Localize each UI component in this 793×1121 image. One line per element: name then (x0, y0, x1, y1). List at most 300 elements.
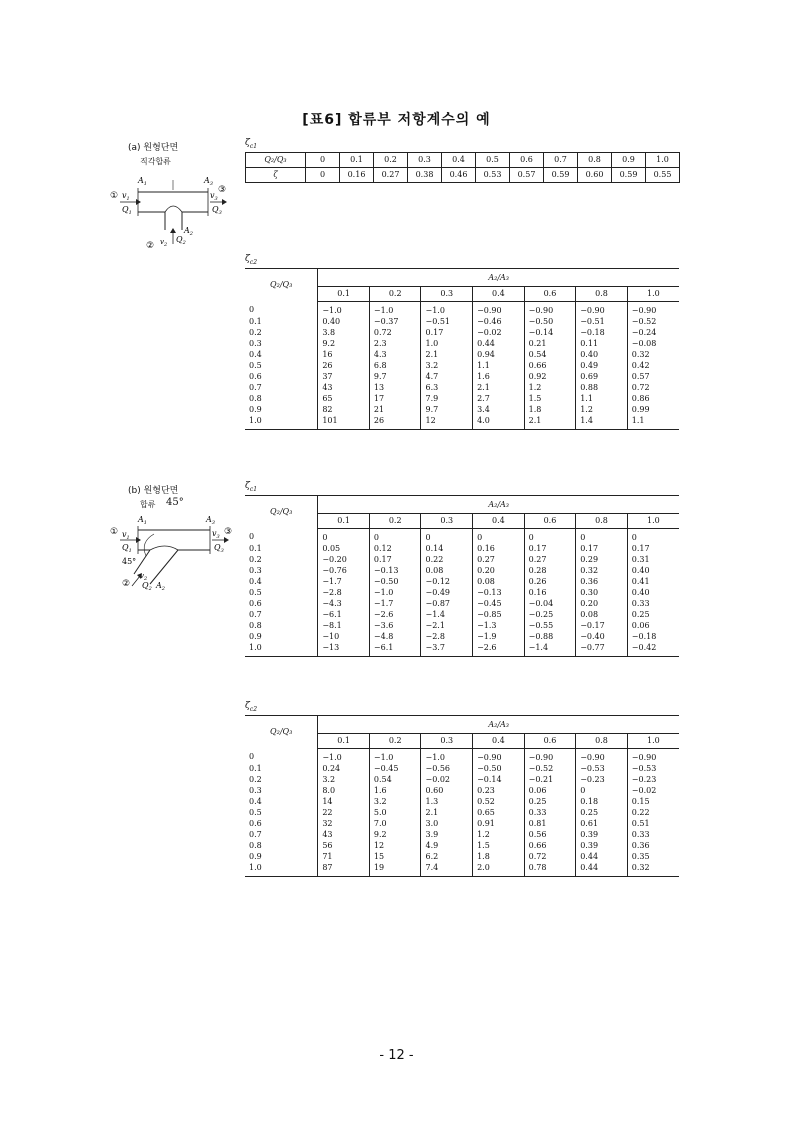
table-cell: −0.90 (524, 302, 576, 317)
row-header: 0.7 (245, 382, 318, 393)
table-cell: 0.32 (631, 862, 650, 872)
table-cell: −0.18 (576, 327, 628, 338)
table-cell: 3.9 (421, 829, 473, 840)
table-cell: 6.2 (421, 851, 473, 862)
table-cell: 0 (473, 529, 525, 544)
table-cell: 0.66 (524, 360, 576, 371)
table-cell: −10 (318, 631, 370, 642)
table-cell: 0.99 (631, 404, 650, 414)
table-cell: 1.6 (369, 785, 421, 796)
row-header: 0.3 (245, 785, 318, 796)
table-cell: 0.72 (631, 382, 650, 392)
table-cell: 0 (631, 532, 637, 542)
table-cell: −13 (318, 642, 370, 657)
table-cell: 3.4 (473, 404, 525, 415)
table-b-zeta-c1 (245, 495, 679, 657)
table-row (245, 302, 679, 317)
column-header: 0.6 (524, 514, 576, 529)
table-cell: 2.3 (369, 338, 421, 349)
table-cell: 0.39 (576, 840, 628, 851)
table-cell: −0.45 (473, 598, 525, 609)
table-cell: 0.88 (576, 382, 628, 393)
column-header: 0.4 (473, 514, 525, 529)
table-cell: 0.30 (576, 587, 628, 598)
label-v2: $v_2$ (160, 238, 168, 248)
table-row (245, 609, 679, 620)
table-cell: −0.24 (631, 327, 657, 337)
table-cell: 14 (318, 796, 370, 807)
table-cell: −0.25 (524, 609, 576, 620)
table-cell: 12 (369, 840, 421, 851)
table-cell: −0.52 (631, 316, 657, 326)
column-header: 1.0 (627, 514, 679, 529)
table-cell: 8.0 (318, 785, 370, 796)
table-cell: 2.1 (524, 415, 576, 430)
row-header: 0.6 (245, 371, 318, 382)
table-cell: 0 (524, 529, 576, 544)
table-cell: −2.8 (318, 587, 370, 598)
row-header: 0.4 (245, 349, 318, 360)
column-header: 0.2 (369, 734, 421, 749)
table-cell: −1.0 (369, 302, 421, 317)
table-cell: 13 (369, 382, 421, 393)
table-cell: 0.16 (340, 168, 374, 183)
table-row (245, 382, 679, 393)
table-row (245, 749, 679, 764)
table-cell: 0.6 (510, 153, 544, 168)
table-cell: 1.1 (473, 360, 525, 371)
table-cell: 0.25 (631, 609, 650, 619)
row-header: 0.6 (245, 818, 318, 829)
table-cell: −0.23 (631, 774, 657, 784)
table-cell: 16 (318, 349, 370, 360)
table-cell: −0.90 (631, 752, 657, 762)
row-header: 0.9 (245, 404, 318, 415)
table-cell: 0.32 (631, 349, 650, 359)
table-cell: 0.18 (576, 796, 628, 807)
table-cell: 0.12 (369, 543, 421, 554)
table-cell: 0.40 (576, 349, 628, 360)
table-row (245, 840, 679, 851)
table-cell: 0.72 (369, 327, 421, 338)
table-cell: 2.7 (473, 393, 525, 404)
table-cell: 0.8 (578, 153, 612, 168)
label-a1: $A_1$ (138, 515, 147, 526)
table-header-row (245, 269, 679, 287)
table-cell: −3.7 (421, 642, 473, 657)
table-cell: 3.0 (421, 818, 473, 829)
label-q1: $Q_1$ (122, 205, 132, 216)
table-cell: 0 (318, 529, 370, 544)
table-cell: −2.1 (421, 620, 473, 631)
table-cell: −0.04 (524, 598, 576, 609)
table-cell: 4.3 (369, 349, 421, 360)
table-cell: −0.90 (576, 749, 628, 764)
table-cell: 0 (306, 153, 340, 168)
table-cell: 9.2 (318, 338, 370, 349)
table-row (245, 529, 679, 544)
table-cell: 71 (318, 851, 370, 862)
table-cell: 0.17 (421, 327, 473, 338)
table-cell: 1.1 (631, 415, 645, 425)
table-cell: −0.17 (576, 620, 628, 631)
table-cell: 21 (369, 404, 421, 415)
table-cell: −4.3 (318, 598, 370, 609)
column-header: 0.6 (524, 734, 576, 749)
row-header: 0.9 (245, 851, 318, 862)
label-q1: $Q_1$ (122, 543, 132, 554)
table-cell: 37 (318, 371, 370, 382)
row-header: 1.0 (245, 862, 318, 877)
column-header: 0.4 (473, 734, 525, 749)
table-cell: 1.1 (576, 393, 628, 404)
table-row (245, 631, 679, 642)
table-row (245, 360, 679, 371)
section-a-label: (a) 원형단면 (128, 143, 179, 153)
table-row (245, 393, 679, 404)
table-cell: −0.77 (576, 642, 628, 657)
table-cell: −1.0 (318, 749, 370, 764)
table-cell: 0.36 (631, 840, 650, 850)
table-cell: 0.42 (631, 360, 650, 370)
table-cell: 0.86 (631, 393, 650, 403)
table-row (246, 168, 680, 183)
table-row (245, 642, 679, 657)
table-cell: 0.53 (476, 168, 510, 183)
label-v1: $v_1$ (122, 191, 130, 202)
table-cell: 0.17 (576, 543, 628, 554)
column-header: 0.1 (318, 514, 370, 529)
table-cell: 0 (369, 529, 421, 544)
table-cell: −0.14 (524, 327, 576, 338)
table-cell: 0.66 (524, 840, 576, 851)
table-cell: −0.50 (524, 316, 576, 327)
table-cell: 5.0 (369, 807, 421, 818)
table-cell: −0.40 (576, 631, 628, 642)
table-cell: −0.12 (421, 576, 473, 587)
table-cell: 0.52 (473, 796, 525, 807)
table-cell: −1.0 (369, 587, 421, 598)
table-cell: −4.8 (369, 631, 421, 642)
table-cell: 26 (318, 360, 370, 371)
table-cell: −0.90 (524, 749, 576, 764)
table-cell: 0.25 (524, 796, 576, 807)
table-row (245, 338, 679, 349)
table-cell: 2.1 (421, 349, 473, 360)
table-cell: 1.2 (576, 404, 628, 415)
zeta-c1-b-label: $\zeta_{c1}$ (245, 481, 258, 493)
table-cell: −0.13 (473, 587, 525, 598)
column-header: 0.3 (421, 734, 473, 749)
row-header: 0.2 (245, 554, 318, 565)
table-cell: −1.7 (318, 576, 370, 587)
label-a3: $A_3$ (204, 176, 213, 187)
wye-45-diagram (110, 512, 234, 592)
label-v2: $v_2$ (140, 572, 148, 582)
table-cell: 101 (318, 415, 370, 430)
table-cell: 0.9 (612, 153, 646, 168)
table-cell: 2.1 (421, 807, 473, 818)
row-header: 0.4 (245, 796, 318, 807)
table-cell: 32 (318, 818, 370, 829)
table-cell: 12 (421, 415, 473, 430)
table-cell: 9.7 (369, 371, 421, 382)
table-cell: 0.2 (374, 153, 408, 168)
table-cell: 7.4 (421, 862, 473, 877)
column-header: 0.8 (576, 287, 628, 302)
table-row (245, 807, 679, 818)
table-cell: 0 (421, 529, 473, 544)
table-cell: 0.94 (473, 349, 525, 360)
column-header: 0.1 (318, 734, 370, 749)
table-cell: 0.44 (576, 851, 628, 862)
label-v1: $v_1$ (122, 530, 130, 541)
column-header: 0.4 (473, 287, 525, 302)
table-row (245, 576, 679, 587)
table-cell: 9.2 (369, 829, 421, 840)
table-cell: −1.0 (369, 749, 421, 764)
table-cell: 0.06 (524, 785, 576, 796)
column-header: 1.0 (627, 734, 679, 749)
row-header: 0.5 (245, 587, 318, 598)
table-a1-header-q: Q₂/Q₃ (246, 153, 306, 168)
row-header: 0.2 (245, 327, 318, 338)
table-cell: 0.54 (524, 349, 576, 360)
row-header: 1.0 (245, 642, 318, 657)
table-cell: 0.16 (473, 543, 525, 554)
row-header: 0.5 (245, 360, 318, 371)
table-cell: −1.7 (369, 598, 421, 609)
table-cell: −3.6 (369, 620, 421, 631)
table-cell: 1.6 (473, 371, 525, 382)
table-row (245, 620, 679, 631)
table-cell: 0.16 (524, 587, 576, 598)
table-cell: 0.22 (631, 807, 650, 817)
table-cell: −0.53 (576, 763, 628, 774)
column-header: 0.8 (576, 514, 628, 529)
table-cell: 0.1 (340, 153, 374, 168)
table-row (245, 565, 679, 576)
label-q2: $Q_2$ (142, 581, 152, 592)
table-cell: 7.0 (369, 818, 421, 829)
table-cell: −0.90 (576, 302, 628, 317)
table-cell: 1.2 (524, 382, 576, 393)
table-cell: −0.13 (369, 565, 421, 576)
table-cell: −0.55 (524, 620, 576, 631)
table-cell: 0.4 (442, 153, 476, 168)
table-cell: 0.38 (408, 168, 442, 183)
table-cell: −0.02 (473, 327, 525, 338)
table-a1-header-zeta: ζ (246, 168, 306, 183)
table-cell: 0.59 (612, 168, 646, 183)
table-cell: 0.41 (631, 576, 650, 586)
table-cell: 0.08 (473, 576, 525, 587)
table-cell: −0.56 (421, 763, 473, 774)
table-cell: 0.69 (576, 371, 628, 382)
label-q3: $Q_3$ (212, 205, 222, 216)
marker-3: ③ (224, 527, 233, 537)
column-header: 0.3 (421, 287, 473, 302)
table-cell: 0.05 (318, 543, 370, 554)
table-cell: −0.76 (318, 565, 370, 576)
table-cell: 0.5 (476, 153, 510, 168)
table-cell: 1.0 (646, 153, 680, 168)
table-cell: −1.9 (473, 631, 525, 642)
table-cell: 0.56 (524, 829, 576, 840)
label-angle: 45° (122, 557, 137, 566)
row-header: 0.4 (245, 576, 318, 587)
row-header: 0.6 (245, 598, 318, 609)
label-q3: $Q_3$ (214, 543, 224, 554)
table-cell: 0.72 (524, 851, 576, 862)
table-cell: 0.3 (408, 153, 442, 168)
table-cell: 0.17 (524, 543, 576, 554)
label-a2: $A_2$ (184, 226, 193, 237)
table-row (245, 598, 679, 609)
table-cell: 0.36 (576, 576, 628, 587)
table-row (245, 818, 679, 829)
table-cell: 7.9 (421, 393, 473, 404)
table-cell: −0.46 (473, 316, 525, 327)
column-header: 0.6 (524, 287, 576, 302)
column-header: 1.0 (627, 287, 679, 302)
table-cell: 0.60 (578, 168, 612, 183)
table-cell: −0.02 (421, 774, 473, 785)
table-row (245, 796, 679, 807)
table-cell: −0.90 (631, 305, 657, 315)
table-cell: 0.08 (576, 609, 628, 620)
table-cell: 0.46 (442, 168, 476, 183)
table-cell: −1.4 (421, 609, 473, 620)
table-cell: 87 (318, 862, 370, 877)
table-cell: 0.29 (576, 554, 628, 565)
label-q2: $Q_2$ (176, 235, 186, 246)
table-cell: 0.27 (524, 554, 576, 565)
table-row (245, 851, 679, 862)
page-title: [표6] 합류부 저항계수의 예 (302, 112, 491, 128)
row-header: 0 (245, 302, 318, 317)
table-b1-group-header: A₂/A₃ (318, 496, 679, 514)
column-header: 0.1 (318, 287, 370, 302)
table-cell: 1.3 (421, 796, 473, 807)
label-v3: $v_3$ (210, 191, 218, 202)
section-b-angle: 45° (166, 497, 184, 508)
table-cell: 0.92 (524, 371, 576, 382)
table-cell: 0.91 (473, 818, 525, 829)
table-cell: −0.45 (369, 763, 421, 774)
table-cell: 19 (369, 862, 421, 877)
table-cell: 0.78 (524, 862, 576, 877)
section-b-sub: 합류 (140, 500, 156, 509)
table-cell: 0 (576, 529, 628, 544)
table-row (245, 371, 679, 382)
table-cell: 0.35 (631, 851, 650, 861)
table-row (245, 543, 679, 554)
row-header: 1.0 (245, 415, 318, 430)
table-cell: 0.33 (631, 598, 650, 608)
table-cell: 0.54 (369, 774, 421, 785)
table-cell: 26 (369, 415, 421, 430)
table-cell: 4.9 (421, 840, 473, 851)
row-header: 0.3 (245, 338, 318, 349)
table-cell: 2.0 (473, 862, 525, 877)
table-cell: 0.17 (369, 554, 421, 565)
zeta-c2-a-label: $\zeta_{c2}$ (245, 254, 258, 266)
table-cell: 9.7 (421, 404, 473, 415)
table-cell: 0.44 (576, 862, 628, 877)
table-cell: −1.0 (421, 302, 473, 317)
table-row (245, 763, 679, 774)
table-cell: 0.27 (374, 168, 408, 183)
table-cell: 0.7 (544, 153, 578, 168)
table-cell: 0.26 (524, 576, 576, 587)
table-row (245, 327, 679, 338)
table-b-zeta-c2 (245, 715, 679, 877)
table-cell: 15 (369, 851, 421, 862)
table-cell: 43 (318, 829, 370, 840)
table-cell: −2.6 (473, 642, 525, 657)
table-cell: −0.50 (369, 576, 421, 587)
row-header: 0.9 (245, 631, 318, 642)
table-b1-corner: Q₂/Q₃ (245, 496, 318, 529)
table-cell: −0.18 (631, 631, 657, 641)
marker-2: ② (122, 579, 131, 589)
zeta-c1-a-label: $\zeta_{c1}$ (245, 138, 258, 150)
table-cell: 0 (576, 785, 628, 796)
table-cell: 1.8 (524, 404, 576, 415)
table-cell: 0.40 (631, 565, 650, 575)
marker-1: ① (110, 191, 119, 201)
table-cell: 0.57 (510, 168, 544, 183)
table-cell: 0.61 (576, 818, 628, 829)
table-cell: 0.51 (631, 818, 650, 828)
table-row (245, 404, 679, 415)
table-cell: 1.5 (524, 393, 576, 404)
table-a-zeta-c1 (245, 152, 680, 183)
row-header: 0.1 (245, 763, 318, 774)
table-cell: 0.40 (631, 587, 650, 597)
table-row (246, 153, 680, 168)
table-cell: 17 (369, 393, 421, 404)
table-b2-corner: Q₂/Q₃ (245, 716, 318, 749)
table-cell: 6.3 (421, 382, 473, 393)
table-cell: −0.88 (524, 631, 576, 642)
table-row (245, 554, 679, 565)
table-cell: 3.2 (369, 796, 421, 807)
table-cell: −0.52 (524, 763, 576, 774)
marker-1: ① (110, 527, 119, 537)
table-cell: 6.8 (369, 360, 421, 371)
row-header: 0.8 (245, 840, 318, 851)
table-cell: −0.49 (421, 587, 473, 598)
row-header: 0 (245, 529, 318, 544)
table-cell: 1.4 (576, 415, 628, 430)
table-cell: 0.39 (576, 829, 628, 840)
table-cell: 0.22 (421, 554, 473, 565)
table-cell: −0.53 (631, 763, 657, 773)
table-cell: −2.6 (369, 609, 421, 620)
table-cell: −0.20 (318, 554, 370, 565)
table-cell: 4.0 (473, 415, 525, 430)
table-cell: −0.87 (421, 598, 473, 609)
column-header: 0.2 (369, 287, 421, 302)
row-header: 0.2 (245, 774, 318, 785)
table-cell: −0.37 (369, 316, 421, 327)
table-cell: 0.33 (631, 829, 650, 839)
table-row (245, 785, 679, 796)
column-header: 0.2 (369, 514, 421, 529)
table-cell: 0.20 (473, 565, 525, 576)
